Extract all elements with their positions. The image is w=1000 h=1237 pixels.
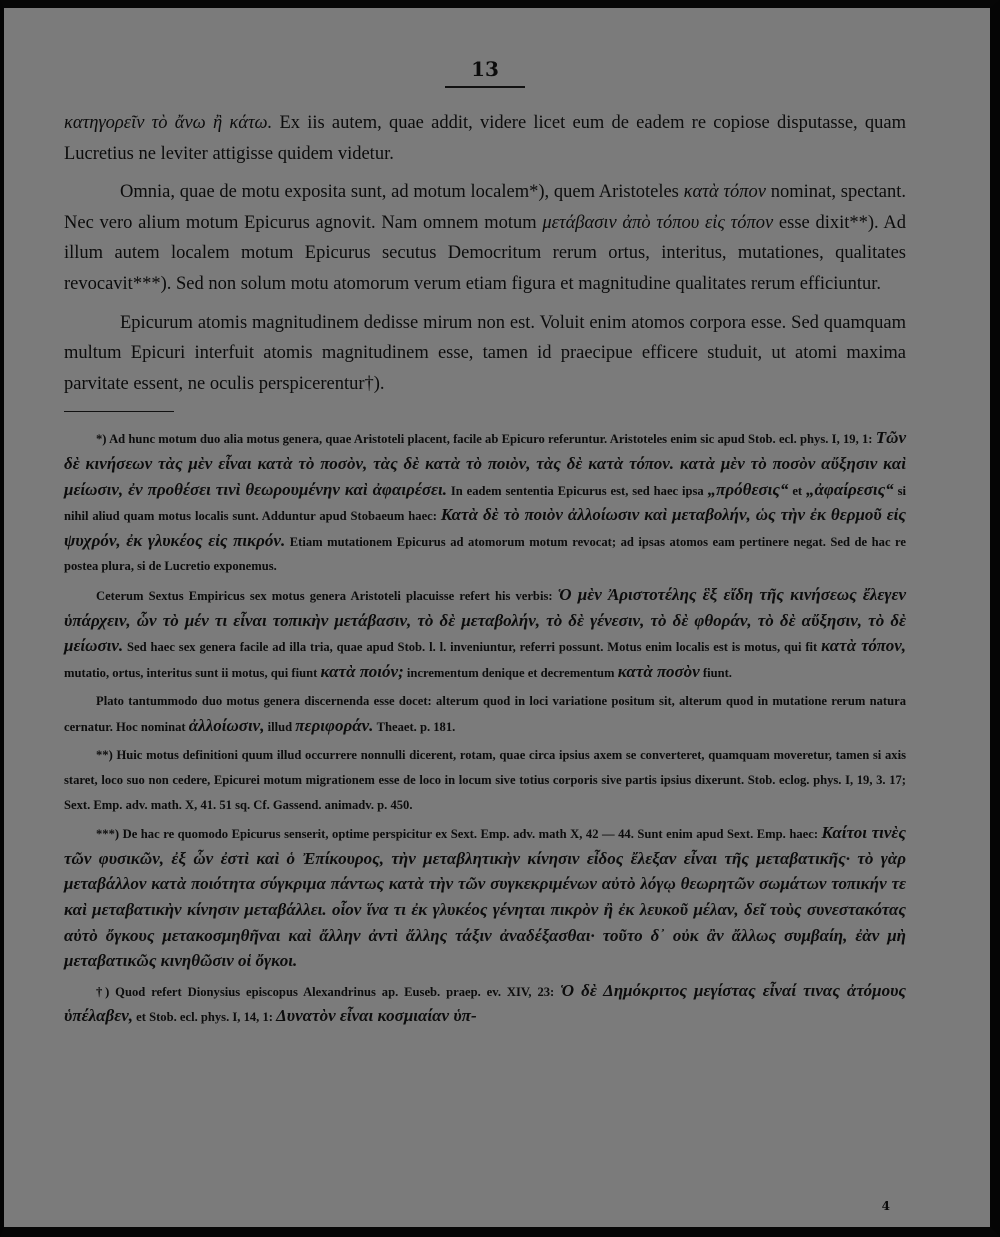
- book-page: [64, 56, 906, 1030]
- footnote-2: [64, 583, 906, 685]
- paragraph-2: [64, 177, 906, 299]
- paragraph-3: [64, 308, 906, 400]
- text-run: Etiam mutationem Epicurus ad atomorum motum revocat; ad ipsas atomos eam pertinere negat. Sed de hac re postea plura, si de Lucretio exponemus.: [64, 534, 907, 574]
- greek-phrase: Ὁ δὲ Δημόκριτος μεγίστας εἶναί τινας ἀτόμους ὑπέλαβεν,: [64, 980, 906, 1026]
- footnote-3: [64, 689, 906, 739]
- greek-phrase: Δυνατὸν εἶναι κοσμιαίαν ὑπ-: [276, 1006, 477, 1026]
- text-run: Ceterum Sextus Empiricus sex motus genera Aristoteli placuisse refert his verbis:: [96, 588, 558, 603]
- text-run: *) Ad hunc motum duo alia motus genera, quae Aristoteli placent, facile ab Epicuro referuntur. Aristoteles enim sic apud Stob. ecl. phys. I, 19, 1:: [96, 432, 876, 447]
- greek-phrase: „πρόθεσις“: [707, 479, 789, 499]
- text-run: fiunt.: [699, 665, 732, 680]
- greek-phrase: κατὰ ποσὸν: [617, 661, 700, 681]
- signature-mark: 4: [881, 1199, 890, 1213]
- text-run: si nihil aliud quam motus localis sunt. Adduntur apud Stobaeum haec:: [64, 483, 906, 524]
- text-run: et Stob. ecl. phys. I, 14, 1:: [133, 1010, 277, 1025]
- greek-phrase: περιφοράν.: [295, 715, 374, 735]
- greek-phrase: μετάβασιν ἀπὸ τόπου εἰς τόπον: [542, 212, 774, 233]
- footnote-4: [64, 743, 906, 817]
- text-run: ***) De hac re quomodo Epicurus senserit, optime perspicitur ex Sext. Emp. adv. math X, 42 — 44. Sunt enim apud Sext. Emp. haec:: [96, 827, 822, 842]
- greek-phrase: Κατὰ δὲ τὸ ποιὸν ἀλλοίωσιν καὶ μεταβολήν, ὡς τὴν ἐκ θερμοῦ εἰς ψυχρόν, ἐκ γλυκέος εἰς πικρόν.: [64, 505, 906, 550]
- text-run: illud: [264, 719, 296, 734]
- text-run: †) Quod refert Dionysius episcopus Alexandrinus ap. Euseb. praep. ev. XIV, 23:: [96, 984, 561, 999]
- footnote-1: [64, 426, 906, 579]
- text-run: incrementum denique et decrementum: [403, 665, 618, 680]
- greek-phrase: Καίτοι τινὲς τῶν φυσικῶν, ἐξ ὧν ἐστὶ καὶ ὁ Ἐπίκουρος, τὴν μεταβλητικὴν κίνησιν εἶδος ἔλεξαν εἶναι τῆς μεταβατικῆς· τὸ γὰρ μεταβάλλον κατὰ ποιότητα σύγκριμα πάντως κατὰ τὴν τῶν συγκεκριμένων αὐτὸ λόγῳ θεωρητῶν σωμάτων τοπικήν τε καὶ μεταβατικὴν κίνησιν μεταβάλλει. οἷον ἵνα τι ἐκ γλυκέος γένηται πικρὸν ἢ ἐκ λευκοῦ μέλαν, δεῖ τοὺς συνεστακότας αὐτὸ ὄγκους μετακοσμηθῆναι καὶ ἄλλην ἀντὶ ἄλλης τάξιν ἀναδέξασθαι· τοῦτο δ᾽ οὐκ ἂν ἄλλως συμβαίη, ἐὰν μὴ μεταβατικῶς κινηθῶσιν οἱ ὄγκοι.: [64, 823, 906, 971]
- footnote-rule: [64, 411, 174, 412]
- greek-phrase: Ὁ μὲν Ἀριστοτέλης ἓξ εἴδη τῆς κινήσεως ἔλεγεν ὑπάρχειν, ὧν τὸ μέν τι εἶναι τοπικὴν μετάβασιν, τὸ δὲ μεταβολήν, τὸ δὲ γένεσιν, τὸ δὲ φθοράν, τὸ δὲ αὔξησιν, τὸ δὲ μείωσιν.: [64, 584, 906, 656]
- greek-phrase: „ἀφαίρεσις“: [806, 479, 894, 499]
- text-run: In eadem sententia Epicurus est, sed haec ipsa: [446, 483, 708, 498]
- greek-phrase: Τῶν δὲ κινήσεων τὰς μὲν εἶναι κατὰ τὸ ποσὸν, τὰς δὲ κατὰ τὸ ποιὸν, τὰς δὲ κατὰ τόπον. κατὰ μὲν τὸ ποσὸν αὔξησιν καὶ μείωσιν, ἐν προθέσει τινὶ θεωρουμένην καὶ ἀφαιρέσει.: [64, 428, 906, 499]
- text-run: esse dixit**). Ad illum autem localem motum Epicurus secutus Democritum rerum ortus, interitus, mutationes, qualitates revocavit***). Sed non solum motu atomorum verum etiam figura et magnitudine qualitates rerum efficiuntur.: [64, 212, 906, 294]
- greek-phrase: κατὰ τόπον,: [821, 636, 906, 656]
- greek-phrase: ἀλλοίωσιν,: [188, 715, 265, 735]
- footnote-5: [64, 821, 906, 975]
- greek-phrase: κατὰ ποιόν;: [320, 661, 404, 681]
- main-text: [64, 108, 906, 399]
- footnotes: [64, 426, 906, 1030]
- header-rule: [445, 86, 525, 88]
- text-run: Plato tantummodo duo motus genera discernenda esse docet: alterum quod in loci variatione positum sit, alterum quod in mutatione rerum natura cernatur. Hoc nominat: [64, 694, 906, 734]
- text-run: et: [788, 483, 806, 498]
- text-run: mutatio, ortus, interitus sunt ii motus, qui fiunt: [64, 665, 321, 680]
- text-run: Sed haec sex genera facile ad illa tria, quae apud Stob. l. l. inveniuntur, referri possunt. Motus enim localis est is motus, qui fit: [123, 640, 822, 655]
- text-run: nominat, spectant. Nec vero alium motum Epicurus agnovit. Nam omnem motum: [64, 182, 906, 233]
- text-run: Ex iis autem, quae addit, videre licet eum de eadem re copiose disputasse, quam Lucretius ne leviter attigisse quidem videtur.: [64, 113, 906, 164]
- text-run: **) Huic motus definitioni quum illud occurrere nonnulli dicerent, rotam, quae circa ipsius axem se converteret, quamquam moveretur, tamen si axis staret, loco suo non cedere, Epicurei motum migrationem esse de loco in locum sive totius corporis sive partis ipsius dixerunt. Stob. eclog. phys. I, 19, 3. 17; Sext. Emp. adv. math. X, 41. 51 sq. Cf. Gassend. animadv. p. 450.: [64, 748, 906, 812]
- greek-phrase: κατὰ τόπον: [683, 182, 766, 203]
- text-run: Theaet. p. 181.: [373, 719, 456, 734]
- page-number: 13: [471, 57, 499, 81]
- text-run: Epicurum atomis magnitudinem dedisse mirum non est. Voluit enim atomos corpora esse. Sed quamquam multum Epicuri interfuit atomis magnitudinem esse, tamen id praecipue efficere studuit, ut atomi maxima parvitate essent, ne oculis perspicerentur†).: [64, 312, 906, 394]
- paragraph-1: [64, 108, 906, 169]
- text-run: Omnia, quae de motu exposita sunt, ad motum localem*), quem Aristoteles: [120, 182, 684, 203]
- greek-phrase: κατηγορεῖν τὸ ἄνω ἢ κάτω.: [64, 113, 273, 133]
- footnote-6: [64, 979, 906, 1030]
